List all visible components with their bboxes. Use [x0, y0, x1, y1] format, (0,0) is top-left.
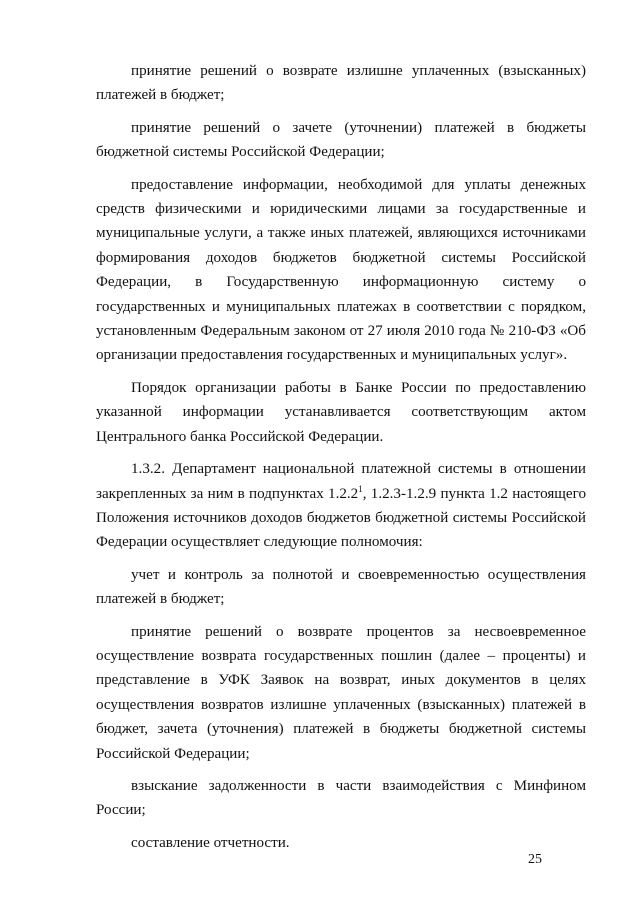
paragraph-debt-collection: взыскание задолженности в части взаимодействия с Минфином России;	[96, 777, 586, 819]
paragraph-interest-refund-decisions: принятие решений о возврате процентов за несвоевременное осуществление возврата государственных пошлин (далее – проценты) и представление в УФК Заявок на возврат, иных документов в целях осуществления возвратов излишне уплаченных (взысканных) платежей в бюджет, зачета (уточнения) платежей в бюджеты бюджетной системы Российской Федерации;	[96, 623, 586, 762]
paragraph-refund-decisions: принятие решений о возврате излишне уплаченных (взысканных) платежей в бюджет;	[96, 63, 586, 104]
paragraph-offset-decisions: принятие решений о зачете (уточнении) платежей в бюджеты бюджетной системы Российской Федерации;	[96, 119, 586, 161]
paragraph-section-1-3-2	[96, 457, 586, 555]
paragraph-bank-procedure: Порядок организации работы в Банке России по предоставлению указанной информации устанавливается соответствующим актом Центрального банка Российской Федерации.	[96, 379, 586, 445]
document-body	[96, 59, 586, 855]
paragraph-reporting: составление отчетности.	[131, 834, 290, 851]
paragraph-accounting-control: учет и контроль за полнотой и своевременностью осуществления платежей в бюджет;	[96, 566, 586, 608]
section-1-3-2-text-start: 1.3.2. Департамент национальной платежной системы в отношении закрепленных за ним в подпунктах 1.2.2	[96, 461, 586, 502]
page-number: 25	[528, 852, 542, 867]
footnote-marker: 1	[358, 483, 363, 494]
paragraph-information-provision: предоставление информации, необходимой для уплаты денежных средств физическими и юридическими лицами за государственные и муниципальные услуги, а также иных платежей, являющихся источниками формирования доходов бюджетов бюджетной системы Российской Федерации, в Государственную информационную систему о государственных и муниципальных платежах в соответствии с порядком, установленным Федеральным законом от 27 июля 2010 года № 210-ФЗ «Об организации предоставления государственных и муниципальных услуг».	[96, 176, 586, 364]
section-1-3-2-text-end: , 1.2.3-1.2.9 пункта 1.2 настоящего Положения источников доходов бюджетов бюджетной системы Российской Федерации осуществляет следующие полномочия:	[96, 485, 586, 551]
